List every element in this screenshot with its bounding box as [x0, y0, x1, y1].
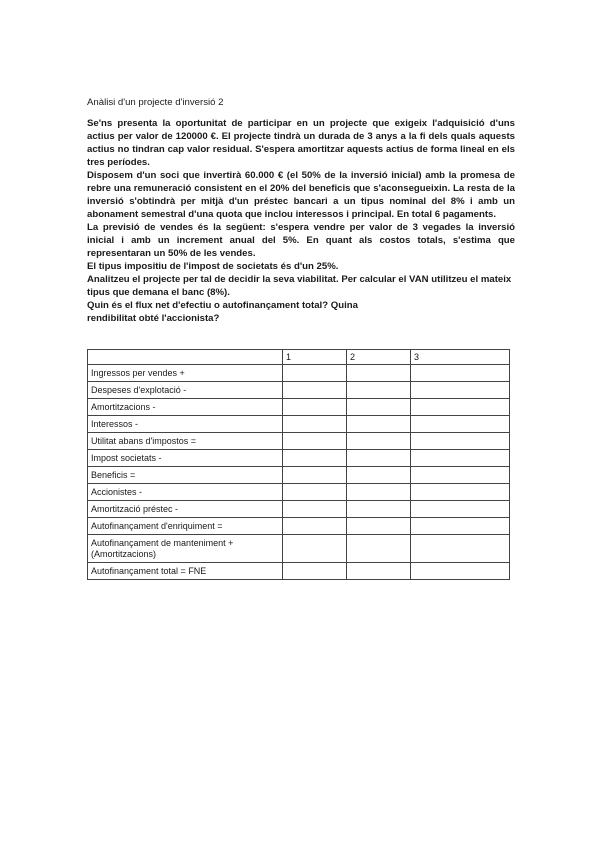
paragraph-sales-forecast: La previsió de vendes és la següent: s'espera vendre per valor de 3 vegades la inversió inicial i amb un increment anual del 5%. En quant als costos totals, s'estima que representaran un 50% de les vendes.: [87, 222, 515, 259]
row-label: Impost societats -: [88, 450, 283, 467]
table-row: [88, 484, 510, 501]
table-cell[interactable]: [347, 518, 411, 535]
table-cell[interactable]: [411, 563, 510, 580]
document-body: [87, 117, 515, 325]
table-cell[interactable]: [283, 563, 347, 580]
table-cell[interactable]: [411, 484, 510, 501]
table-cell[interactable]: [347, 484, 411, 501]
table-cell[interactable]: [283, 518, 347, 535]
row-label: Autofinançament d'enriquiment =: [88, 518, 283, 535]
table-cell[interactable]: [411, 433, 510, 450]
table-cell[interactable]: [411, 501, 510, 518]
row-label: Amortitzacions -: [88, 399, 283, 416]
table-header-row: [88, 350, 510, 365]
table-cell[interactable]: [411, 382, 510, 399]
table-cell[interactable]: [283, 433, 347, 450]
table-header-cell: 2: [347, 350, 411, 365]
table-cell[interactable]: [411, 535, 510, 563]
paragraph-analysis: Analitzeu el projecte per tal de decidir la seva viabilitat. Per calcular el VAN utilitzeu el mateix tipus que demana el banc (8%).: [87, 274, 512, 298]
table-cell[interactable]: [347, 563, 411, 580]
table-cell[interactable]: [283, 450, 347, 467]
table-cell[interactable]: [347, 535, 411, 563]
table-cell[interactable]: [283, 501, 347, 518]
table-row: [88, 563, 510, 580]
table-row: [88, 365, 510, 382]
table-cell[interactable]: [411, 416, 510, 433]
table-header-cell: 1: [283, 350, 347, 365]
row-label: Autofinançament de manteniment + (Amortitzacions): [88, 535, 283, 563]
table-row: [88, 535, 510, 563]
table-cell[interactable]: [411, 365, 510, 382]
cash-flow-table: [87, 349, 510, 580]
table-header-cell: [88, 350, 283, 365]
table-cell[interactable]: [347, 450, 411, 467]
table-cell[interactable]: [283, 467, 347, 484]
table-cell[interactable]: [347, 365, 411, 382]
row-label: Accionistes -: [88, 484, 283, 501]
document-title: Anàlisi d'un projecte d'inversió 2: [87, 97, 224, 108]
table-cell[interactable]: [283, 535, 347, 563]
table-cell[interactable]: [411, 399, 510, 416]
table-cell[interactable]: [411, 518, 510, 535]
row-label: Despeses d'explotació -: [88, 382, 283, 399]
table-header-cell: 3: [411, 350, 510, 365]
table-cell[interactable]: [347, 501, 411, 518]
table-cell[interactable]: [347, 416, 411, 433]
table-row: [88, 467, 510, 484]
row-label: Amortització préstec -: [88, 501, 283, 518]
table-cell[interactable]: [347, 467, 411, 484]
table-cell[interactable]: [283, 484, 347, 501]
table-row: [88, 450, 510, 467]
table-cell[interactable]: [283, 365, 347, 382]
row-label: Utilitat abans d'impostos =: [88, 433, 283, 450]
table-row: [88, 416, 510, 433]
paragraph-tax-rate: El tipus impositiu de l'impost de societats és d'un 25%.: [87, 261, 339, 272]
table-cell[interactable]: [347, 399, 411, 416]
table-cell[interactable]: [347, 382, 411, 399]
table-cell[interactable]: [347, 433, 411, 450]
row-label: Beneficis =: [88, 467, 283, 484]
table-row: [88, 433, 510, 450]
table-row: [88, 382, 510, 399]
table-row: [88, 399, 510, 416]
cash-flow-table-wrapper: [87, 349, 510, 580]
row-label: Autofinançament total = FNE: [88, 563, 283, 580]
table-row: [88, 518, 510, 535]
paragraph-investment: Se'ns presenta la oportunitat de participar en un projecte que exigeix l'adquisició d'uns actius per valor de 120000 €. El projecte tindrà un durada de 3 anys a la fi dels quals aquests actius no tindran cap valor residual. S'espera amortitzar aquests actius de forma lineal en els tres períodes.: [87, 118, 515, 168]
table-cell[interactable]: [283, 399, 347, 416]
table-cell[interactable]: [283, 382, 347, 399]
paragraph-partner-loan: Disposem d'un soci que invertirà 60.000 € (el 50% de la inversió inicial) amb la promesa de rebre una remuneració consistent en el 20% del beneficis que s'aconsegueixin. La resta de la inversió s'obtindrà per mitjà d'un préstec bancari a un tipus nominal del 8% i amb un abonament semestral d'una quota que inclou interessos i principal. En total 6 pagaments.: [87, 170, 515, 220]
row-label: Ingressos per vendes +: [88, 365, 283, 382]
paragraph-question: Quin és el flux net d'efectiu o autofinançament total? Quina rendibilitat obté l'accionista?: [87, 300, 358, 324]
row-label: Interessos -: [88, 416, 283, 433]
table-cell[interactable]: [283, 416, 347, 433]
table-cell[interactable]: [411, 450, 510, 467]
table-cell[interactable]: [411, 467, 510, 484]
table-row: [88, 501, 510, 518]
